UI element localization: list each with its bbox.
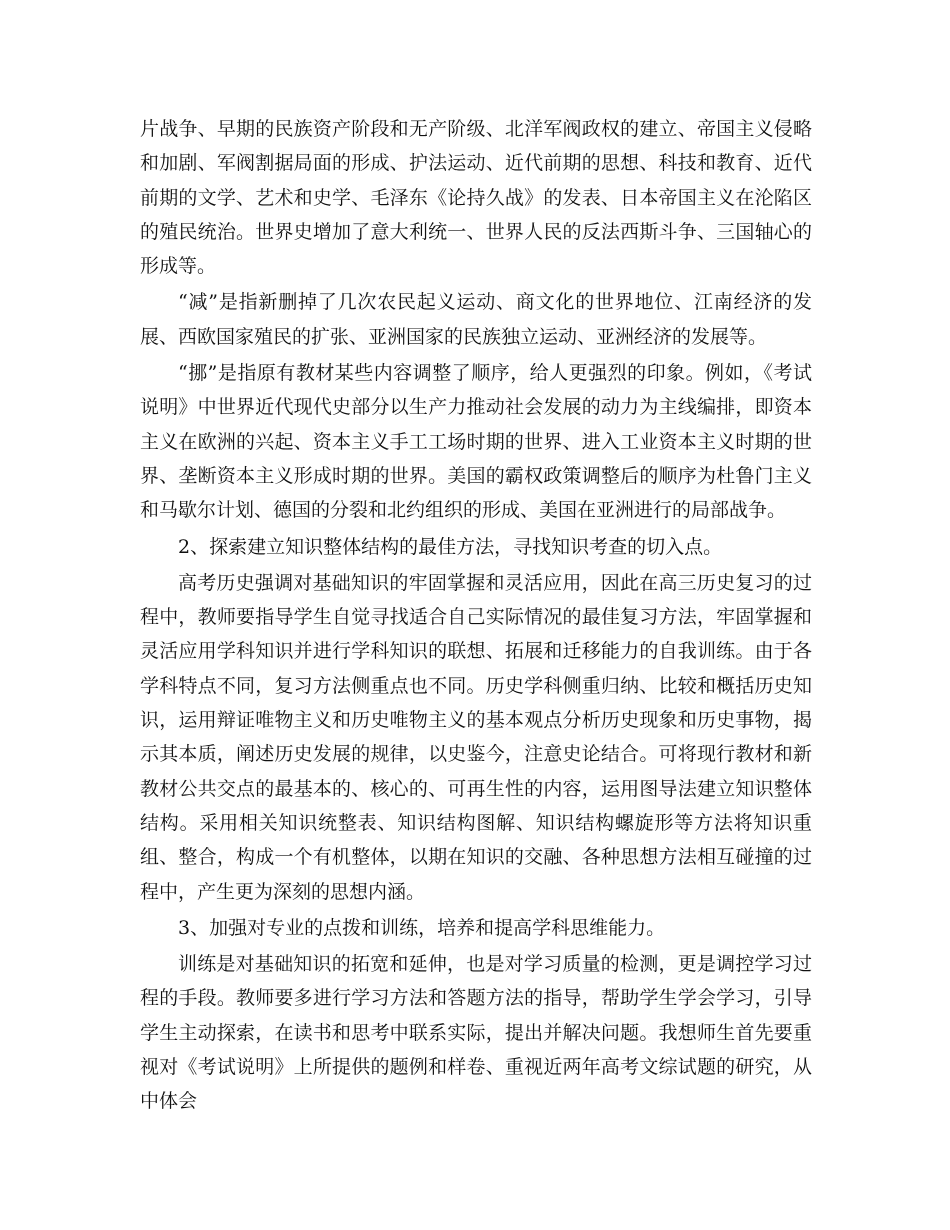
paragraph-method: 高考历史强调对基础知识的牢固掌握和灵活应用，因此在高三历史复习的过程中，教师要指导学生自觉寻找适合自己实际情况的最佳复习方法，牢固掌握和灵活应用学科知识并进行学科知识的联想、拓展和迁移能力的自我训练。由于各学科特点不同，复习方法侧重点也不同。历史学科侧重归纳、比较和概括历史知识，运用辩证唯物主义和历史唯物主义的基本观点分析历史现象和历史事物，揭示其本质，阐述历史发展的规律，以史鉴今，注意史论结合。可将现行教材和新教材公共交点的最基本的、核心的、可再生性的内容，运用图导法建立知识整体结构。采用相关知识统整表、知识结构图解、知识结构螺旋形等方法将知识重组、整合，构成一个有机整体，以期在知识的交融、各种思想方法相互碰撞的过程中，产生更为深刻的思想内涵。	[140, 571, 812, 903]
paragraph-continued: 片战争、早期的民族资产阶段和无产阶级、北洋军阀政权的建立、帝国主义侵略和加剧、军阀割据局面的形成、护法运动、近代前期的思想、科技和教育、近代前期的文学、艺术和史学、毛泽东《论持久战》的发表、日本帝国主义在沦陷区的殖民统治。世界史增加了意大利统一、世界人民的反法西斯斗争、三国轴心的形成等。	[140, 118, 812, 278]
document-body	[140, 112, 812, 1119]
paragraph-jian: “减”是指新删掉了几次农民起义运动、商文化的世界地位、江南经济的发展、西欧国家殖民的扩张、亚洲国家的民族独立运动、亚洲经济的发展等。	[140, 291, 812, 348]
paragraph-nuo: “挪”是指原有教材某些内容调整了顺序，给人更强烈的印象。例如，《考试说明》中世界近代现代史部分以生产力推动社会发展的动力为主线编排，即资本主义在欧洲的兴起、资本主义手工工场时期的世界、进入工业资本主义时期的世界、垄断资本主义形成时期的世界。美国的霸权政策调整后的顺序为杜鲁门主义和马歇尔计划、德国的分裂和北约组织的形成、美国在亚洲进行的局部战争。	[140, 362, 812, 522]
paragraph-training: 训练是对基础知识的拓宽和延伸，也是对学习质量的检测，更是调控学习过程的手段。教师要多进行学习方法和答题方法的指导，帮助学生学会学习，引导学生主动探索，在读书和思考中联系实际，提出并解决问题。我想师生首先要重视对《考试说明》上所提供的题例和样卷、重视近两年高考文综试题的研究，从中体会	[140, 953, 812, 1113]
section-heading-2: 2、探索建立知识整体结构的最佳方法，寻找知识考查的切入点。	[178, 535, 723, 558]
section-heading-3: 3、加强对专业的点拨和训练，培养和提高学科思维能力。	[178, 916, 666, 939]
